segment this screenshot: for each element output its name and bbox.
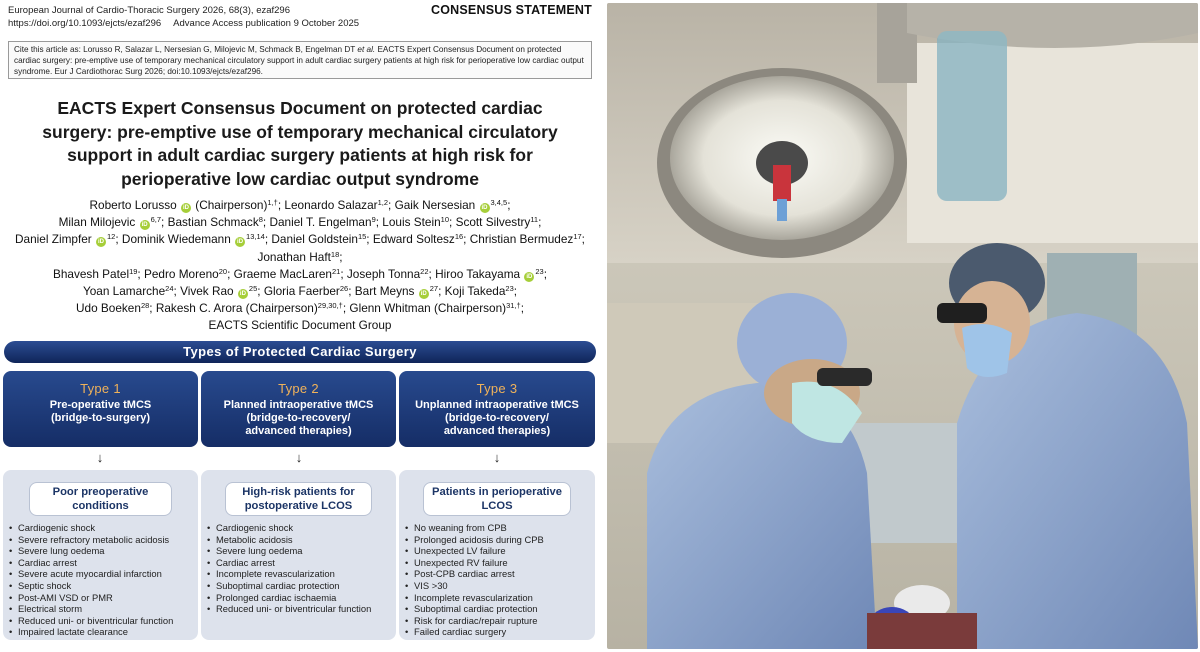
author-affiliation: 23 — [505, 284, 514, 294]
orcid-icon[interactable]: iD — [237, 239, 244, 246]
type-card-2 — [201, 371, 396, 447]
author-separator: ; — [428, 266, 432, 281]
author-affiliation: 25 — [248, 284, 258, 294]
type-number: Type 2 — [278, 381, 319, 396]
criteria-item: • Severe refractory metabolic acidosis — [9, 534, 173, 546]
author-line — [12, 214, 588, 231]
author-name[interactable]: Joseph Tonna — [346, 266, 421, 281]
criteria-heading — [29, 482, 172, 516]
author-line — [12, 197, 588, 214]
criteria-heading-line: LCOS — [481, 499, 513, 512]
criteria-panel-3 — [399, 470, 595, 640]
type-number: Type 3 — [476, 381, 518, 396]
citation-et-al: et al. — [357, 45, 376, 54]
criteria-panel-2 — [201, 470, 396, 640]
criteria-heading-line: Poor preoperative — [52, 486, 149, 498]
author-role: (Chairperson) — [195, 198, 268, 212]
author-affiliation: 6,7 — [150, 215, 162, 225]
author-name[interactable]: Pedro Moreno — [143, 266, 219, 281]
lamp-handle-red — [773, 165, 791, 201]
criteria-heading — [225, 482, 372, 516]
author-line — [12, 283, 588, 300]
author-separator: ; — [538, 215, 542, 230]
criteria-item: • Post-AMI VSD or PMR — [9, 592, 173, 604]
criteria-item: • Incomplete revascularization — [207, 568, 371, 580]
left-surgeon-loupes — [817, 368, 872, 386]
article-title — [20, 97, 580, 191]
author-affiliation: 21 — [332, 266, 341, 276]
criteria-list — [207, 522, 371, 615]
photo-illustration — [607, 3, 1198, 649]
author-separator: ; — [388, 198, 392, 212]
title-line: surgery: pre-emptive use of temporary mechanical circulatory — [42, 121, 558, 142]
author-affiliation: 29,30,† — [317, 301, 343, 311]
journal-name: European Journal of Cardio-Thoracic Surgery 2026, 68(3), ezaf296 — [8, 5, 290, 16]
author-name[interactable]: Louis Stein — [382, 215, 441, 230]
surgical-field — [867, 613, 977, 649]
author-role: (Chairperson) — [433, 301, 507, 316]
criteria-item: • Impaired lactate clearance — [9, 626, 173, 638]
author-affiliation: 3,4,5 — [490, 198, 508, 207]
author-affiliation: 26 — [339, 284, 349, 294]
author-group: EACTS Scientific Document Group — [208, 318, 392, 333]
section-label: CONSENSUS STATEMENT — [431, 3, 592, 17]
author-affiliation: 15 — [357, 232, 367, 242]
author-name[interactable]: Gloria Faerber — [263, 284, 340, 299]
author-separator: ; — [581, 232, 585, 247]
criteria-item: • Severe lung oedema — [207, 545, 371, 557]
author-list — [12, 197, 588, 335]
author-separator: ; — [149, 301, 153, 316]
type-description — [399, 399, 595, 438]
author-separator: ; — [277, 198, 282, 212]
type-description-line: (bridge-to-surgery) — [51, 412, 150, 424]
author-name[interactable]: Scott Silvestry — [455, 215, 531, 230]
title-line: support in adult cardiac surgery patients at high risk for — [67, 145, 533, 165]
criteria-item: • No weaning from CPB — [405, 522, 544, 534]
citation-prefix: Cite this article as: Lorusso R, Salazar L, Nersesian G, Milojevic M, Schmack B, Engelman DT — [14, 45, 358, 54]
type-description-line: advanced therapies) — [245, 425, 352, 437]
author-name[interactable]: Roberto Lorusso — [89, 198, 177, 212]
author-affiliation: 9 — [371, 215, 376, 225]
criteria-item: • VIS >30 — [405, 580, 544, 592]
author-affiliation: 13,14 — [246, 232, 265, 242]
author-name[interactable]: Yoan Lamarche — [82, 284, 166, 299]
doi-link[interactable]: https://doi.org/10.1093/ejcts/ezaf296 — [8, 18, 162, 29]
criteria-item: • Prolonged cardiac ischaemia — [207, 592, 371, 604]
author-separator: ; — [340, 266, 344, 281]
orcid-icon[interactable]: iD — [526, 273, 533, 280]
criteria-item: • Septic shock — [9, 580, 173, 592]
criteria-panel-1 — [3, 470, 198, 640]
lamp-handle-cover — [937, 31, 1007, 201]
criteria-item: • Unexpected RV failure — [405, 557, 544, 569]
right-surgeon-mask — [962, 324, 1012, 377]
criteria-item: • Reduced uni- or biventricular function — [207, 603, 371, 615]
title-line: EACTS Expert Consensus Document on protected cardiac — [57, 98, 543, 118]
author-affiliation: 11 — [530, 215, 539, 225]
type-card-3 — [399, 371, 595, 447]
author-name[interactable]: Vivek Rao — [180, 284, 234, 299]
lamp-handle-blue — [777, 199, 787, 221]
advance-access: Advance Access publication 9 October 2025 — [173, 18, 360, 29]
author-separator: ; — [339, 249, 343, 264]
author-role: (Chairperson) — [245, 301, 318, 316]
criteria-item: • Risk for cardiac/repair rupture — [405, 615, 544, 627]
author-separator: ; — [262, 215, 267, 230]
author-name[interactable]: Daniel T. Engelman — [269, 215, 372, 230]
down-arrow-icon: ↓ — [96, 450, 104, 465]
author-separator: ; — [366, 232, 370, 247]
criteria-item: • Electrical storm — [9, 603, 173, 615]
type-card-1 — [3, 371, 198, 447]
author-name[interactable]: Jonathan Haft — [257, 249, 331, 264]
author-separator: ; — [227, 266, 231, 281]
down-arrow-icon: ↓ — [493, 450, 501, 465]
orcid-icon[interactable]: iD — [183, 205, 190, 211]
author-separator: ; — [449, 215, 453, 230]
citation-box — [8, 41, 592, 79]
author-separator: ; — [375, 215, 380, 230]
orcid-icon[interactable]: iD — [481, 205, 488, 211]
author-name[interactable]: Daniel Zimpfer — [15, 232, 92, 247]
author-affiliation: 18 — [330, 249, 340, 259]
criteria-item: • Suboptimal cardiac protection — [207, 580, 371, 592]
author-separator: ; — [348, 284, 352, 299]
type-description-line: (bridge-to-recovery/ — [445, 412, 549, 424]
criteria-item: • Prolonged acidosis during CPB — [405, 534, 544, 546]
author-separator: ; — [438, 284, 442, 299]
type-description — [3, 399, 198, 425]
author-affiliation: 1,2 — [377, 198, 388, 207]
author-affiliation: 8 — [258, 215, 263, 225]
doi-line — [8, 18, 359, 29]
criteria-item: • Unexpected LV failure — [405, 545, 544, 557]
author-separator: ; — [264, 232, 269, 247]
author-separator: ; — [115, 232, 119, 247]
author-name[interactable]: Bhavesh Patel — [52, 266, 130, 281]
operating-room-photo — [607, 3, 1198, 649]
author-affiliation: 28 — [140, 301, 150, 311]
author-affiliation: 31,† — [506, 301, 521, 311]
author-name[interactable]: Dominik Wiedemann — [121, 232, 231, 247]
author-name[interactable]: Bastian Schmack — [167, 215, 259, 230]
criteria-item: • Failed cardiac surgery — [405, 626, 544, 638]
orcid-icon[interactable]: iD — [239, 291, 246, 298]
author-separator: ; — [257, 284, 261, 299]
criteria-item: • Metabolic acidosis — [207, 534, 371, 546]
criteria-item: • Cardiogenic shock — [9, 522, 173, 534]
criteria-item: • Cardiogenic shock — [207, 522, 371, 534]
criteria-heading — [423, 482, 571, 516]
type-description-line: advanced therapies) — [443, 425, 551, 437]
author-separator: ; — [520, 301, 524, 316]
criteria-item: • Cardiac arrest — [9, 557, 173, 569]
author-line — [12, 266, 588, 283]
type-description-line: Unplanned intraoperative tMCS — [415, 399, 579, 411]
author-separator: ; — [513, 284, 518, 299]
author-name[interactable]: Gaik Nersesian — [394, 198, 476, 212]
author-affiliation: 23 — [535, 266, 544, 276]
down-arrow-icon: ↓ — [295, 450, 303, 465]
author-separator: ; — [543, 266, 547, 281]
orcid-icon[interactable]: iD — [98, 239, 105, 246]
type-description-line: (bridge-to-recovery/ — [246, 412, 351, 424]
author-affiliation: 27 — [429, 284, 439, 294]
author-separator: ; — [173, 284, 177, 299]
author-affiliation: 12 — [107, 232, 116, 242]
criteria-item: • Severe acute myocardial infarction — [9, 568, 173, 580]
criteria-item: • Suboptimal cardiac protection — [405, 603, 544, 615]
author-name[interactable]: Edward Soltesz — [372, 232, 455, 247]
author-name[interactable]: Hiroo Takayama — [435, 266, 521, 281]
right-surgeon-headlight — [937, 303, 987, 323]
author-separator: ; — [137, 266, 141, 281]
author-affiliation: 1,† — [267, 198, 278, 207]
title-line: perioperative low cardiac output syndrome — [121, 168, 479, 189]
author-name[interactable]: Koji Takeda — [444, 284, 506, 299]
citation-rest: EACTS Expert Consensus Document on protected cardiac surgery: pre-emptive use of temporary mechanical circulatory support in adult cardiac surgery patients at high risk for perioperative low cardiac output syndrome. Eur J Cardiothorac Surg 2026; doi:10.1093/ejcts/ezaf296. — [14, 45, 584, 76]
criteria-item: • Incomplete revascularization — [405, 592, 544, 604]
criteria-item: • Cardiac arrest — [207, 557, 371, 569]
author-affiliation: 17 — [573, 232, 582, 242]
criteria-heading-line: Patients in perioperative — [432, 486, 562, 498]
type-description-line: Planned intraoperative tMCS — [223, 399, 374, 411]
criteria-item: • Severe lung oedema — [9, 545, 173, 557]
orcid-icon[interactable]: iD — [141, 222, 148, 229]
author-name[interactable]: Bart Meyns — [354, 284, 415, 299]
criteria-heading-line: conditions — [72, 499, 129, 512]
author-affiliation: 24 — [165, 284, 174, 294]
type-description-line: Pre-operative tMCS — [49, 399, 152, 411]
author-affiliation: 19 — [129, 266, 138, 276]
author-name[interactable]: Graeme MacLaren — [233, 266, 332, 281]
author-name[interactable]: Udo Boeken — [76, 301, 141, 316]
author-affiliation: 10 — [440, 215, 450, 225]
author-line — [12, 231, 588, 265]
criteria-item: • Reduced uni- or biventricular function — [9, 615, 173, 627]
author-name[interactable]: Glenn Whitman — [349, 301, 431, 316]
author-name[interactable]: Christian Bermudez — [469, 232, 574, 247]
type-number: Type 1 — [80, 381, 121, 396]
type-description — [201, 399, 396, 438]
criteria-item: • Post-CPB cardiac arrest — [405, 568, 544, 580]
author-name[interactable]: Rakesh C. Arora — [155, 301, 243, 316]
author-affiliation: 20 — [218, 266, 228, 276]
author-affiliation: 16 — [454, 232, 464, 242]
author-separator: ; — [507, 198, 511, 212]
author-separator: ; — [161, 215, 165, 230]
criteria-list — [9, 522, 173, 638]
author-separator: ; — [342, 301, 347, 316]
criteria-heading-line: High-risk patients for — [242, 486, 355, 498]
author-lines — [12, 197, 588, 317]
criteria-heading-line: postoperative LCOS — [244, 499, 353, 512]
types-banner: Types of Protected Cardiac Surgery — [4, 341, 596, 363]
author-separator: ; — [463, 232, 467, 247]
author-name[interactable]: Daniel Goldstein — [271, 232, 358, 247]
author-line — [12, 300, 588, 317]
criteria-list — [405, 522, 544, 638]
author-name[interactable]: Milan Milojevic — [58, 215, 136, 230]
orcid-icon[interactable]: iD — [420, 291, 427, 298]
author-name[interactable]: Leonardo Salazar — [284, 198, 378, 212]
author-affiliation: 22 — [420, 266, 429, 276]
